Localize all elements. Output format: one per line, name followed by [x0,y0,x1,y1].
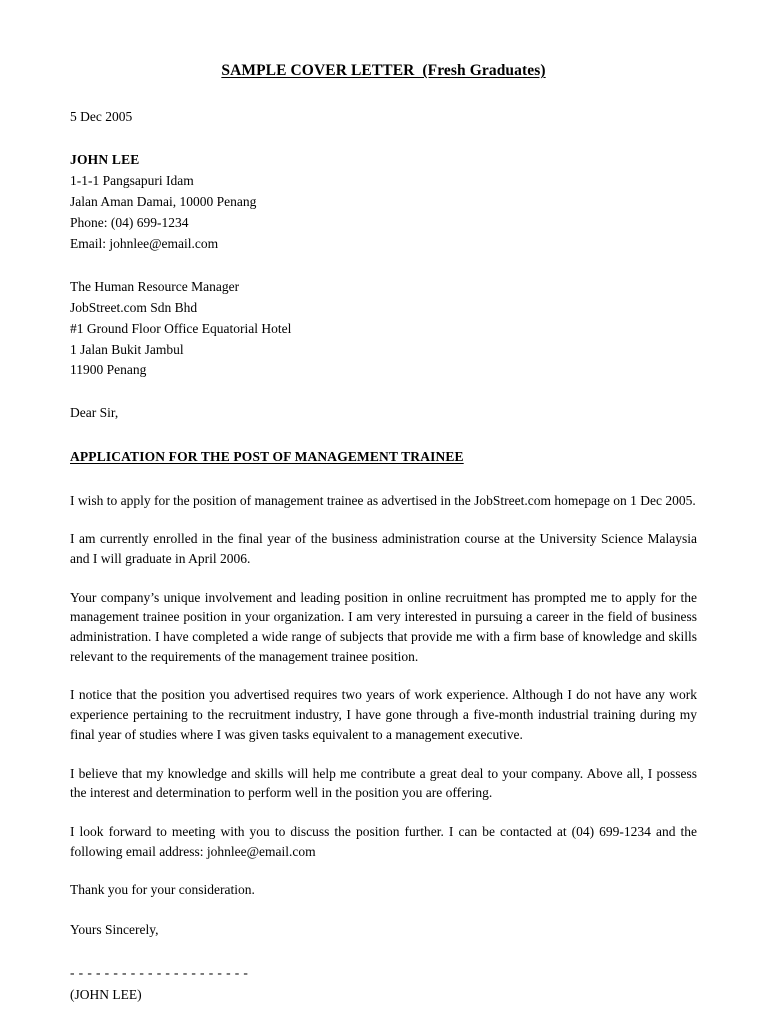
sender-address-block [70,150,697,255]
recipient-address-line: 1 Jalan Bukit Jambul [70,341,184,357]
signature-rule: - - - - - - - - - - - - - - - - - - - - - [70,964,249,980]
recipient-address-block [70,277,697,382]
subject-heading [70,448,697,467]
recipient-address-line: JobStreet.com Sdn Bhd [70,299,198,315]
recipient-address-line: 11900 Penang [70,362,147,378]
body-paragraph: I notice that the position you advertised requires two years of work experience. Although I do not have any work experience pertaining to the recruitment industry, I have gone through a five-month industrial training during my final year of studies where I was given tasks equivalent to a management executive. [70,687,697,742]
recipient-address-line: The Human Resource Manager [70,278,240,294]
sender-phone: Phone: (04) 699-1234 [70,214,189,230]
body-paragraph: I wish to apply for the position of management trainee as advertised in the JobStreet.com homepage on 1 Dec 2005. [70,492,696,508]
sender-name: JOHN LEE [70,152,140,168]
document-title-text: SAMPLE COVER LETTER (Fresh Graduates) [221,62,546,79]
salutation: Dear Sir, [70,405,119,421]
letter-date: 5 Dec 2005 [70,108,133,124]
thank-you-line: Thank you for your consideration. [70,882,255,898]
sender-email: Email: johnlee@email.com [70,235,219,251]
document-title [70,62,697,81]
recipient-address-line: #1 Ground Floor Office Equatorial Hotel [70,320,292,336]
body-paragraph: I look forward to meeting with you to discuss the position further. I can be contacted at (04) 699-1234 and the following email address: johnlee@email.com [70,823,697,859]
body-paragraph: I am currently enrolled in the final year of the business administration course at the University Science Malaysia and I will graduate in April 2006. [70,531,697,566]
sender-address-line: Jalan Aman Damai, 10000 Penang [70,194,257,209]
signature-name: (JOHN LEE) [70,987,142,1003]
body-paragraph: Your company’s unique involvement and leading position in online recruitment has prompted me to apply for the management trainee position in your organization. I am very interested in pursuing a career in the field of business administration. I have completed a wide range of subjects that provide me with a firm base of knowledge and skills relevant to the requirements of the management trainee position. [70,589,697,664]
body-paragraph: I believe that my knowledge and skills will help me contribute a great deal to your company. Above all, I possess the interest and determination to perform well in the position you are offering. [70,765,697,801]
sender-address-line: 1-1-1 Pangsapuri Idam [70,173,194,189]
subject-heading-text: APPLICATION FOR THE POST OF MANAGEMENT TRAINEE [70,448,464,464]
sign-off-line: Yours Sincerely, [70,921,159,937]
